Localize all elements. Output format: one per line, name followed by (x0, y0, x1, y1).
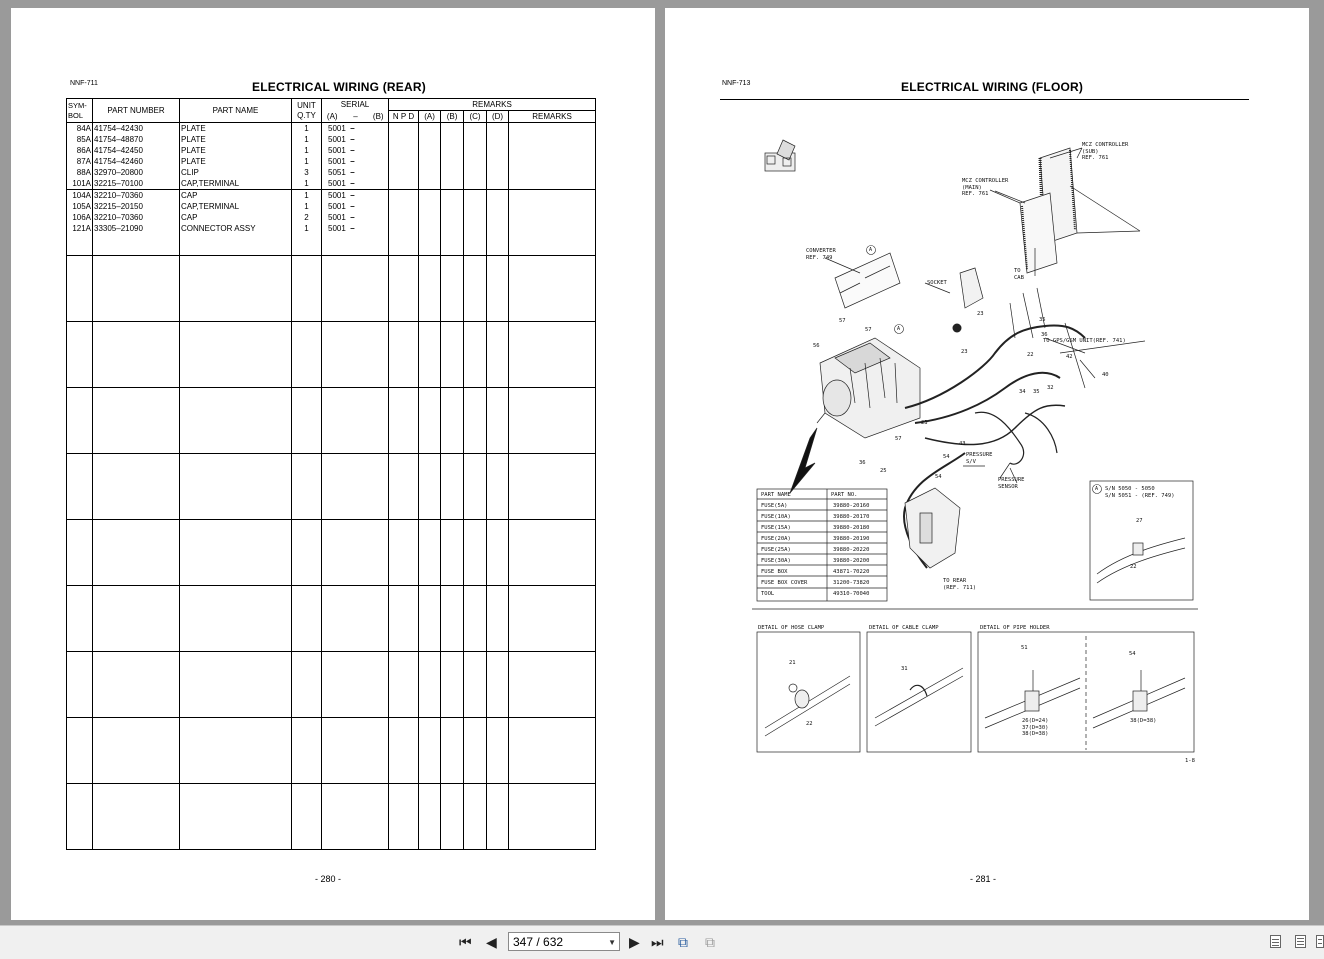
part-callout-label: 54 (943, 454, 950, 460)
fuse-part-number: 39880-20170 (833, 514, 870, 520)
symbol-header-line2: BOL (68, 110, 84, 120)
part-number-value: 32215–20150 (94, 202, 143, 211)
symbol-value: 106A (72, 213, 91, 222)
remarks-d-header: (D) (487, 111, 509, 123)
npd-header: N P D (389, 111, 419, 123)
fuse-part-name: FUSE BOX (761, 569, 788, 575)
page-code: NNF-711 (70, 80, 98, 87)
detail-pipe-label: DETAIL OF PIPE HOLDER (980, 625, 1050, 631)
qty-value: 1 (304, 224, 309, 233)
part-number-value: 41754–42460 (94, 157, 143, 166)
part-name-value: PLATE (181, 146, 206, 155)
pressure-sensor-label: PRESSURE SENSOR (998, 477, 1025, 490)
part-callout-label: 23 (921, 420, 928, 426)
page-number: - 281 - (970, 874, 997, 884)
serial-a-value: 5001 (328, 224, 346, 233)
serial-a-header: (A) (322, 111, 343, 123)
serial-dash: – (350, 135, 355, 144)
symbol-header (67, 99, 93, 123)
unit-qty-header (292, 99, 322, 123)
serial-header: SERIAL (322, 99, 389, 111)
symbol-value: 88A (76, 168, 91, 177)
detail-cable-label: DETAIL OF CABLE CLAMP (869, 625, 939, 631)
mcz-sub-label: MCZ CONTROLLER (SUB) REF. 761 (1082, 142, 1129, 161)
part-callout-label: 42 (1066, 354, 1073, 360)
qty-value: 1 (304, 179, 309, 188)
table-header-row (67, 99, 596, 111)
part-callout-label: 22 (806, 721, 813, 727)
part-callout-label: 25 (880, 468, 887, 474)
serial-dash: – (350, 191, 355, 200)
qty-value: 1 (304, 146, 309, 155)
symbol-cell (67, 123, 93, 190)
serial-dash: – (350, 168, 355, 177)
callout-a-label: A (897, 326, 901, 332)
serial-dash: – (350, 202, 355, 211)
fuse-part-name: FUSE BOX COVER (761, 580, 808, 586)
mcz-main-label: MCZ CONTROLLER (MAIN) REF. 761 (962, 178, 1009, 197)
symbol-value: 105A (72, 202, 91, 211)
part-callout-label: 22 (1130, 564, 1137, 570)
serial-dash: – (350, 124, 355, 133)
part-callout-label: 40 (1102, 372, 1109, 378)
table-row (67, 190, 596, 256)
serial-a-value: 5001 (328, 135, 346, 144)
unit-header-line: UNIT (297, 100, 316, 110)
serial-line (328, 190, 388, 201)
part-callout-label: 56 (813, 343, 820, 349)
empty-row (67, 388, 596, 454)
serial-cell (322, 123, 389, 190)
part-number-value: 32210–70360 (94, 191, 143, 200)
viewer-toolbar (0, 925, 1324, 959)
part-number-value: 32970–20800 (94, 168, 143, 177)
remarks-cell (464, 190, 487, 256)
continuous-view-icon[interactable] (1295, 935, 1306, 948)
to-rear-label: TO REAR (REF. 711) (943, 578, 977, 591)
fuse-part-name: FUSE(5A) (761, 503, 788, 509)
qty-cell (292, 123, 322, 190)
table-row (67, 123, 596, 190)
part-callout-label: 57 (865, 327, 872, 333)
chevron-down-icon: ▼ (608, 938, 616, 947)
serial-a-value: 5001 (328, 202, 346, 211)
qty-value: 3 (304, 168, 309, 177)
serial-a-value: 5001 (328, 146, 346, 155)
part-number-value: 41754–42450 (94, 146, 143, 155)
fuse-table-header: PART NAME (761, 492, 791, 498)
symbol-header-line1: SYM- (68, 100, 87, 110)
fuse-table-header: PART NO. (831, 492, 858, 498)
converter-part (835, 253, 900, 308)
remarks-cell (389, 123, 419, 190)
part-number-value: 32210–70360 (94, 213, 143, 222)
symbol-value: 85A (76, 135, 91, 144)
callout-a-label: A (869, 247, 873, 253)
serial-line (328, 178, 388, 189)
left-page (11, 8, 655, 920)
serial-a-value: 5001 (328, 191, 346, 200)
part-callout-label: 22 (1027, 352, 1034, 358)
fuse-part-name: FUSE(10A) (761, 514, 791, 520)
qty-cell (292, 190, 322, 256)
fuse-part-number: 39880-20180 (833, 525, 870, 531)
compare-icon[interactable]: ⧉ (705, 934, 715, 950)
part-name-value: CAP (181, 213, 198, 222)
page-number-field[interactable] (508, 932, 620, 951)
part-name-cell (180, 123, 292, 190)
part-callout-label: 21 (789, 660, 796, 666)
part-callout-label: 54 (1129, 651, 1136, 657)
part-number-value: 41754–42430 (94, 124, 143, 133)
fuse-part-number: 49310-70040 (833, 591, 870, 597)
part-name-value: CAP,TERMINAL (181, 202, 240, 211)
part-callout-label: 31 (901, 666, 908, 672)
serial-dash: – (350, 224, 355, 233)
qty-value: 1 (304, 124, 309, 133)
empty-row (67, 322, 596, 388)
single-page-view-icon[interactable] (1270, 935, 1281, 948)
empty-row (67, 784, 596, 850)
callout-a-label: A (1095, 486, 1099, 492)
detail-hose-box (757, 632, 860, 752)
remarks-a-header: (A) (419, 111, 441, 123)
mcz-controller-main (1020, 193, 1057, 273)
serial-dash: – (350, 179, 355, 188)
serial-b-header: (B) (369, 111, 389, 123)
part-name-header: PART NAME (180, 99, 292, 123)
remarks-cell (487, 190, 509, 256)
serial-dash: – (350, 146, 355, 155)
pressure-sv-label: PRESSURE S/V (966, 452, 993, 465)
socket-part (960, 268, 983, 308)
next-page-icon[interactable]: ▶ (629, 934, 640, 950)
remarks-cell (509, 123, 596, 190)
serial-dash: – (350, 157, 355, 166)
two-page-view-icon[interactable] (1316, 935, 1324, 948)
part-number-value: 41754–48870 (94, 135, 143, 144)
part-callout-label: 36 (859, 460, 866, 466)
fuse-part-number: 39880-20190 (833, 536, 870, 542)
fuse-part-number: 31200-73820 (833, 580, 870, 586)
part-callout-label: 57 (839, 318, 846, 324)
remarks-cell (441, 190, 464, 256)
part-name-value: CAP,TERMINAL (181, 179, 240, 188)
serial-line (328, 167, 388, 178)
part-name-value: PLATE (181, 135, 206, 144)
page-code: NNF-713 (722, 80, 751, 87)
serial-a-value: 5051 (328, 168, 346, 177)
fuse-part-number: 43871-70220 (833, 569, 870, 575)
remarks-cell (487, 123, 509, 190)
remarks-cell (419, 190, 441, 256)
page-number: - 280 - (315, 874, 342, 884)
part-name-value: PLATE (181, 157, 206, 166)
part-callout-label: 51 (1021, 645, 1028, 651)
detail-cable-box (867, 632, 971, 752)
remarks-header: REMARKS (389, 99, 596, 111)
part-number-header: PART NUMBER (93, 99, 180, 123)
machine-view-icon (765, 140, 795, 171)
page-number-value: 347 / 632 (513, 935, 564, 949)
part-number-cell (93, 123, 180, 190)
empty-row (67, 454, 596, 520)
symbol-value: 87A (76, 157, 91, 166)
remarks-c-header: (C) (464, 111, 487, 123)
fuse-part-name: FUSE(20A) (761, 536, 791, 542)
part-callout-label: 34 (1019, 389, 1026, 395)
detail-hose-label: DETAIL OF HOSE CLAMP (758, 625, 825, 631)
part-callout-label: 54 (935, 474, 942, 480)
serial-a-value: 5001 (328, 213, 346, 222)
serial-line (328, 134, 388, 145)
serial-line (328, 123, 388, 134)
wiring-diagram (665, 8, 1309, 808)
fuse-box (820, 338, 920, 438)
to-cab-label: TO CAB (1014, 268, 1024, 281)
symbol-cell (67, 190, 93, 256)
empty-row (67, 652, 596, 718)
symbol-value: 84A (76, 124, 91, 133)
empty-row (67, 586, 596, 652)
pipe-size-38-label: 38(D=38) (1130, 718, 1157, 724)
fuse-part-number: 39880-20200 (833, 558, 870, 564)
part-number-cell (93, 190, 180, 256)
rotate-icon[interactable]: ⧉ (678, 934, 688, 950)
serial-cell (322, 190, 389, 256)
to-gps-label: TO GPS/GSM UNIT(REF. 741) (1043, 338, 1126, 344)
empty-row (67, 520, 596, 586)
arrow-pointer (790, 428, 817, 493)
fuse-part-name: FUSE(30A) (761, 558, 791, 564)
symbol-value: 86A (76, 146, 91, 155)
qty-header-line: Q.TY (297, 110, 316, 120)
part-number-value: 33305–21090 (94, 224, 143, 233)
remarks-text-header: REMARKS (509, 111, 596, 123)
socket-label: SOCKET (927, 280, 947, 286)
serial-line (328, 145, 388, 156)
remarks-cell (464, 123, 487, 190)
figure-ref-label: 1-8 (1185, 758, 1195, 764)
symbol-value: 121A (72, 224, 91, 233)
part-name-value: PLATE (181, 124, 206, 133)
remarks-cell (389, 190, 419, 256)
part-callout-label: 57 (895, 436, 902, 442)
serial-line (328, 223, 388, 234)
fuse-part-name: TOOL (761, 591, 775, 597)
part-callout-label: 23 (977, 311, 984, 317)
serial-a-value: 5001 (328, 179, 346, 188)
right-page (665, 8, 1309, 920)
previous-page-icon[interactable]: ◀ (486, 934, 497, 950)
part-callout-label: 36 (1041, 332, 1048, 338)
serial-dash: – (350, 213, 355, 222)
part-callout-label: 43 (959, 441, 966, 447)
serial-a-value: 5001 (328, 157, 346, 166)
converter-label: CONVERTER REF. 749 (806, 248, 836, 261)
qty-value: 1 (304, 202, 309, 211)
part-callout-label: 23 (961, 349, 968, 355)
serial-line (328, 201, 388, 212)
qty-value: 1 (304, 191, 309, 200)
part-number-value: 32215–70100 (94, 179, 143, 188)
fuse-part-name: FUSE(15A) (761, 525, 791, 531)
part-callout-label: 35 (1039, 317, 1046, 323)
part-name-value: CONNECTOR ASSY (181, 224, 256, 233)
serial-line (328, 212, 388, 223)
symbol-value: 104A (72, 191, 91, 200)
part-callout-label: 32 (1047, 385, 1054, 391)
first-page-icon[interactable]: ⏮ (459, 934, 472, 950)
symbol-value: 101A (72, 179, 91, 188)
last-page-icon[interactable]: ⏭ (651, 934, 664, 950)
part-callout-label: 27 (1136, 518, 1143, 524)
qty-value: 1 (304, 157, 309, 166)
serial-line (328, 156, 388, 167)
fuse-part-number: 39880-20220 (833, 547, 870, 553)
page-title: ELECTRICAL WIRING (FLOOR) (901, 80, 1084, 94)
remarks-cell (509, 190, 596, 256)
fuse-part-name: FUSE(25A) (761, 547, 791, 553)
remarks-cell (441, 123, 464, 190)
qty-value: 1 (304, 135, 309, 144)
part-name-value: CLIP (181, 168, 199, 177)
part-name-value: CAP (181, 191, 198, 200)
serial-a-value: 5001 (328, 124, 346, 133)
serial-dash-header: – (343, 111, 369, 123)
part-name-cell (180, 190, 292, 256)
parts-table (66, 98, 596, 850)
remarks-b-header: (B) (441, 111, 464, 123)
qty-value: 2 (304, 213, 309, 222)
empty-row (67, 256, 596, 322)
pipe-sizes-label: 26(D=24) 37(D=30) 38(D=38) (1022, 718, 1049, 737)
empty-row (67, 718, 596, 784)
remarks-cell (419, 123, 441, 190)
fuse-part-number: 39880-20160 (833, 503, 870, 509)
page-title: ELECTRICAL WIRING (REAR) (252, 80, 426, 94)
serial-note-label: S/N 5050 - 5050 S/N 5051 - (REF. 749) (1105, 486, 1175, 499)
part-callout-label: 35 (1033, 389, 1040, 395)
rear-connector (905, 488, 960, 568)
